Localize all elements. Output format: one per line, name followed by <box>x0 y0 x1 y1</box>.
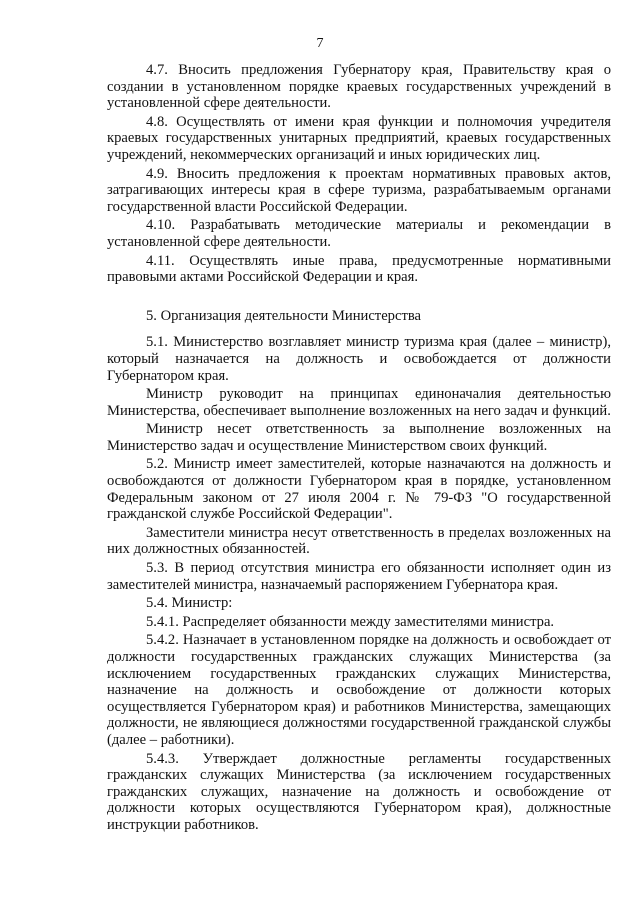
clause-4-11: 4.11. Осуществлять иные права, предусмотренные нормативными правовыми актами Российской Федерации и края. <box>107 252 611 286</box>
paragraph-minister-leads: Министр руководит на принципах единоначалия деятельностью Министерства, обеспечивает выполнение возложенных на него задач и функций. <box>107 386 611 419</box>
clause-5-4-3: 5.4.3. Утверждает должностные регламенты государственных гражданских служащих Министерства (за исключением государственных гражданских служащих, назначение на должность и освобождение от должности которых осуществляются Губернатором края), должностные инструкции работников. <box>107 750 611 833</box>
clause-5-2: 5.2. Министр имеет заместителей, которые назначаются на должность и освобождаются от должности Губернатором края в порядке, установленном Федеральным законом от 27 июля 2004 г. № 79-ФЗ "О государственной гражданской службе Российской Федерации". <box>107 456 611 523</box>
page-number: 7 <box>316 36 324 51</box>
clause-5-3: 5.3. В период отсутствия министра его обязанности исполняет один из заместителей министра, назначаемый распоряжением Губернатора края. <box>107 560 611 593</box>
clause-4-10: 4.10. Разрабатывать методические материалы и рекомендации в установленной сфере деятельности. <box>107 217 611 250</box>
paragraph-deputies-responsibility: Заместители министра несут ответственность в пределах возложенных на них должностных обязанностей. <box>107 524 611 558</box>
clause-5-4: 5.4. Министр: <box>146 595 233 612</box>
clause-5-1: 5.1. Министерство возглавляет министр туризма края (далее – министр), который назначается на должность и освобождается от должности Губернатором края. <box>107 334 611 384</box>
clause-4-8: 4.8. Осуществлять от имени края функции и полномочия учредителя краевых государственных унитарных предприятий, краевых государственных учреждений, некоммерческих организаций и иных юридических лиц. <box>107 113 611 163</box>
clause-5-4-2: 5.4.2. Назначает в установленном порядке на должность и освобождает от должности государственных гражданских служащих Министерства (за исключением государственных гражданских служащих Министерства, назначение на должность и освобождение от должности которых осуществляется Губернатором края) и работников Министерства, замещающих должности, не являющиеся должностями государственной гражданской службы (далее – работники). <box>107 632 611 748</box>
paragraph-minister-responsibility: Министр несет ответственность за выполнение возложенных на Министерство задач и осуществление Министерством своих функций. <box>107 421 611 454</box>
document-body <box>107 62 611 834</box>
clause-5-4-1: 5.4.1. Распределяет обязанности между заместителями министра. <box>146 613 555 630</box>
section-heading: 5. Организация деятельности Министерства <box>146 307 421 324</box>
clause-4-7: 4.7. Вносить предложения Губернатору края, Правительству края о создании в установленном порядке краевых государственных учреждений в установленной сфере деятельности. <box>107 62 611 112</box>
clause-4-9: 4.9. Вносить предложения к проектам нормативных правовых актов, затрагивающих интересы края в сфере туризма, разрабатываемым органами государственной власти Российской Федерации. <box>107 165 611 215</box>
